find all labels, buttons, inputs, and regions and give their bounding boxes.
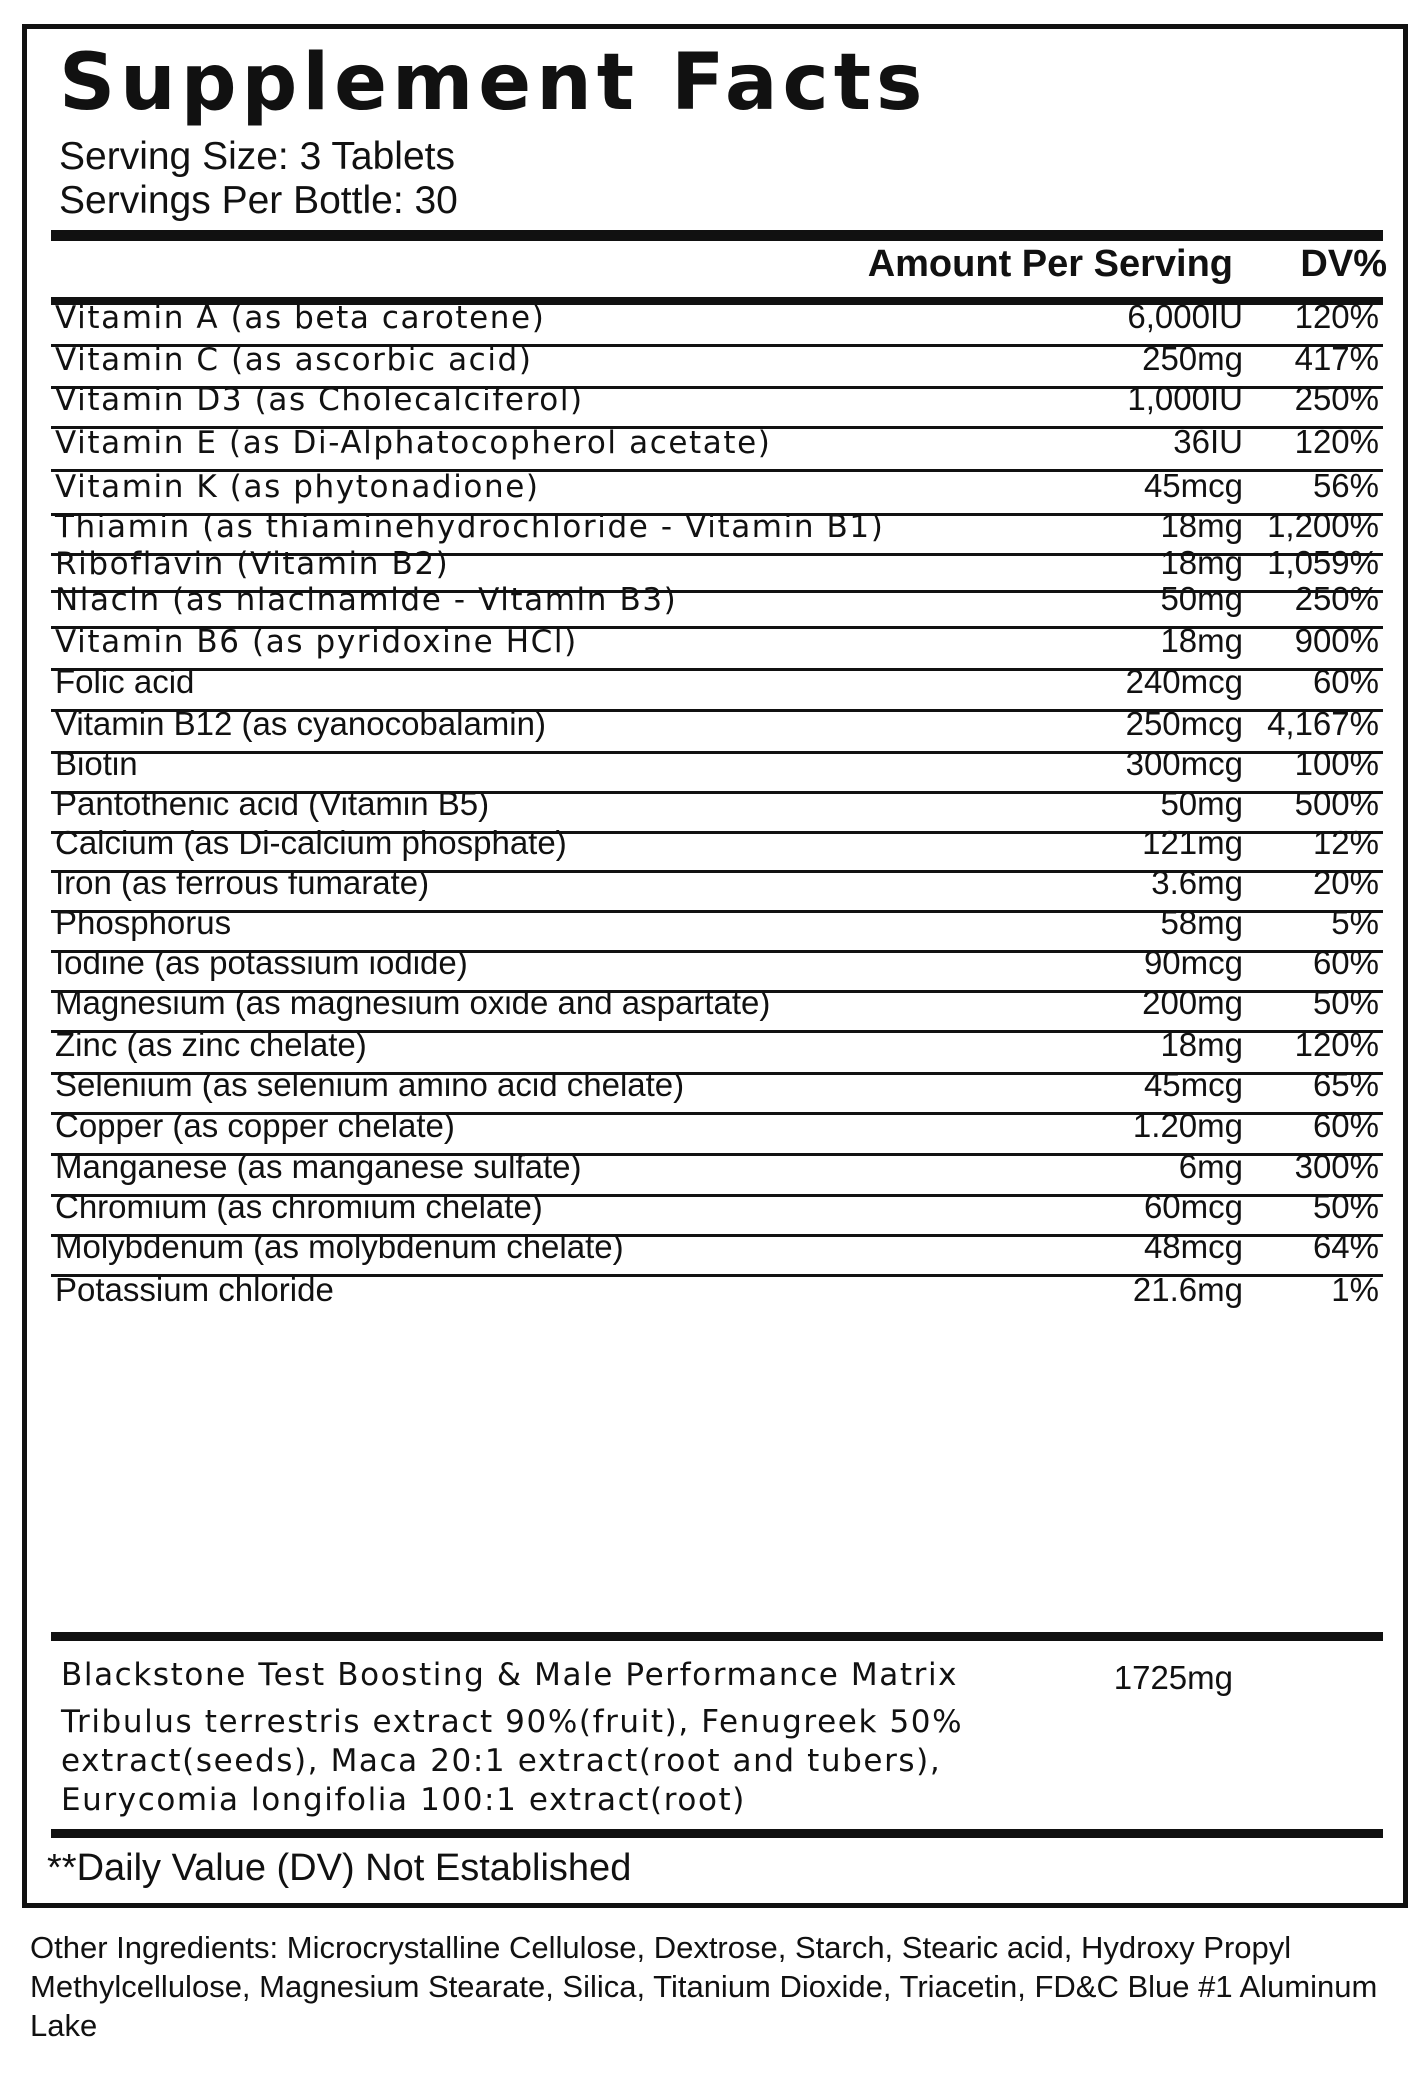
divider-thick-top bbox=[51, 230, 1383, 241]
nutrient-name: Potassium chloride bbox=[55, 1271, 334, 1308]
other-ingredients: Other Ingredients: Microcrystalline Cellulose, Dextrose, Starch, Stearic acid, Hydroxy Propyl Methylcellulose, Magnesium Stearate, Silica, Titanium Dioxide, Triacetin, FD&C Blue #1 Aluminum Lake bbox=[30, 1930, 1378, 2043]
nutrient-amount: 18mg bbox=[1160, 507, 1243, 544]
nutrient-name: Magnesium (as magnesium oxide and aspartate) bbox=[55, 984, 771, 1021]
nutrient-amount: 18mg bbox=[1160, 1026, 1243, 1063]
nutrient-name: Copper (as copper chelate) bbox=[55, 1107, 455, 1144]
nutrient-amount: 50mg bbox=[1160, 580, 1243, 617]
nutrient-name: Iodine (as potassium iodide) bbox=[55, 944, 468, 981]
nutrient-name: Vitamin E (as Di-Alphatocopherol acetate) bbox=[55, 425, 772, 461]
serving-size: Serving Size: 3 Tablets bbox=[59, 135, 455, 178]
nutrient-name: Calcium (as Di-calcium phosphate) bbox=[55, 824, 567, 861]
nutrient-name: Folic acid bbox=[55, 663, 195, 700]
nutrient-dv: 250% bbox=[1294, 580, 1379, 617]
nutrient-dv: 1,200% bbox=[1267, 507, 1379, 544]
column-header-dv: DV% bbox=[1300, 243, 1387, 285]
nutrient-name: Pantothenic acid (Vitamin B5) bbox=[55, 785, 490, 822]
nutrient-dv: 120% bbox=[1294, 298, 1379, 335]
supplement-facts-panel bbox=[22, 24, 1408, 1908]
divider-thick-bottom bbox=[51, 1632, 1383, 1641]
matrix-description: Tribulus terrestris extract 90%(fruit), Fenugreek 50% extract(seeds), Maca 20:1 extract(root and tubers), Eurycomia longifolia 100:1 extract(root) bbox=[61, 1704, 964, 1818]
nutrient-amount: 6mg bbox=[1178, 1148, 1243, 1185]
nutrient-dv: 4,167% bbox=[1267, 705, 1379, 742]
nutrient-name: Vitamin K (as phytonadione) bbox=[55, 469, 540, 505]
nutrient-dv: 5% bbox=[1331, 904, 1379, 941]
nutrient-name: Biotin bbox=[55, 745, 138, 782]
servings-per-bottle: Servings Per Bottle: 30 bbox=[59, 179, 458, 222]
nutrient-dv: 60% bbox=[1312, 663, 1379, 700]
nutrient-amount: 90mcg bbox=[1143, 944, 1243, 981]
table-row bbox=[51, 423, 1383, 472]
nutrient-dv: 56% bbox=[1312, 467, 1379, 504]
nutrient-dv: 60% bbox=[1312, 1107, 1379, 1144]
nutrient-name: Thiamin (as thiaminehydrochloride - Vitamin B1) bbox=[55, 509, 885, 545]
nutrient-amount: 200mg bbox=[1142, 984, 1243, 1021]
nutrient-name: Vitamin B6 (as pyridoxine HCl) bbox=[55, 624, 578, 660]
nutrient-name: Riboflavin (Vitamin B2) bbox=[55, 546, 450, 582]
nutrient-name: Vitamin B12 (as cyanocobalamin) bbox=[55, 705, 546, 742]
nutrient-amount: 6,000IU bbox=[1127, 298, 1243, 335]
nutrient-amount: 121mg bbox=[1142, 824, 1243, 861]
divider-thick-footer bbox=[51, 1829, 1383, 1838]
nutrient-name: Phosphorus bbox=[55, 904, 232, 941]
nutrient-dv: 417% bbox=[1294, 340, 1379, 377]
nutrient-dv: 64% bbox=[1312, 1228, 1379, 1265]
nutrient-dv: 50% bbox=[1312, 1188, 1379, 1225]
nutrient-amount: 58mg bbox=[1160, 904, 1243, 941]
nutrient-dv: 20% bbox=[1312, 864, 1379, 901]
nutrient-name: Vitamin A (as beta carotene) bbox=[55, 300, 546, 336]
panel-title: Supplement Facts bbox=[59, 38, 928, 128]
nutrient-amount: 48mcg bbox=[1143, 1228, 1243, 1265]
nutrient-amount: 3.6mg bbox=[1151, 864, 1243, 901]
nutrient-amount: 45mcg bbox=[1143, 1066, 1243, 1103]
nutrient-amount: 1.20mg bbox=[1132, 1107, 1243, 1144]
nutrient-name: Manganese (as manganese sulfate) bbox=[55, 1148, 582, 1185]
daily-value-note: **Daily Value (DV) Not Established bbox=[47, 1847, 632, 1889]
matrix-amount: 1725mg bbox=[1113, 1659, 1233, 1696]
nutrient-amount: 18mg bbox=[1160, 544, 1243, 581]
nutrient-table bbox=[51, 298, 1383, 1317]
nutrient-amount: 250mcg bbox=[1125, 705, 1243, 742]
nutrient-dv: 250% bbox=[1294, 380, 1379, 417]
nutrient-name: Chromium (as chromium chelate) bbox=[55, 1188, 543, 1225]
table-row bbox=[51, 1271, 1383, 1317]
nutrient-dv: 300% bbox=[1294, 1148, 1379, 1185]
nutrient-amount: 300mcg bbox=[1125, 745, 1243, 782]
nutrient-dv: 12% bbox=[1312, 824, 1379, 861]
nutrient-amount: 60mcg bbox=[1143, 1188, 1243, 1225]
nutrient-name: Vitamin D3 (as Cholecalciferol) bbox=[55, 382, 584, 418]
nutrient-name: Vitamin C (as ascorbic acid) bbox=[55, 342, 533, 378]
nutrient-name: Zinc (as zinc chelate) bbox=[55, 1026, 367, 1063]
nutrient-amount: 240mcg bbox=[1125, 663, 1243, 700]
nutrient-dv: 120% bbox=[1294, 1026, 1379, 1063]
nutrient-amount: 50mg bbox=[1160, 785, 1243, 822]
nutrient-amount: 18mg bbox=[1160, 622, 1243, 659]
nutrient-dv: 100% bbox=[1294, 745, 1379, 782]
nutrient-dv: 60% bbox=[1312, 944, 1379, 981]
nutrient-name: Selenium (as selenium amino acid chelate) bbox=[55, 1066, 685, 1103]
nutrient-name: Niacin (as niacinamide - Vitamin B3) bbox=[55, 582, 678, 618]
nutrient-amount: 45mcg bbox=[1143, 467, 1243, 504]
column-header-amount: Amount Per Serving bbox=[867, 243, 1233, 285]
nutrient-amount: 36IU bbox=[1173, 423, 1243, 460]
nutrient-name: Molybdenum (as molybdenum chelate) bbox=[55, 1228, 624, 1265]
nutrient-dv: 120% bbox=[1294, 423, 1379, 460]
nutrient-dv: 900% bbox=[1294, 622, 1379, 659]
nutrient-name: Iron (as ferrous fumarate) bbox=[55, 864, 430, 901]
matrix-name: Blackstone Test Boosting & Male Performance Matrix bbox=[61, 1657, 959, 1693]
nutrient-dv: 1% bbox=[1331, 1271, 1379, 1308]
nutrient-dv: 65% bbox=[1312, 1066, 1379, 1103]
nutrient-dv: 50% bbox=[1312, 984, 1379, 1021]
nutrient-amount: 250mg bbox=[1142, 340, 1243, 377]
nutrient-dv: 500% bbox=[1294, 785, 1379, 822]
nutrient-amount: 21.6mg bbox=[1132, 1271, 1243, 1308]
nutrient-amount: 1,000IU bbox=[1127, 380, 1243, 417]
nutrient-dv: 1,059% bbox=[1267, 544, 1379, 581]
